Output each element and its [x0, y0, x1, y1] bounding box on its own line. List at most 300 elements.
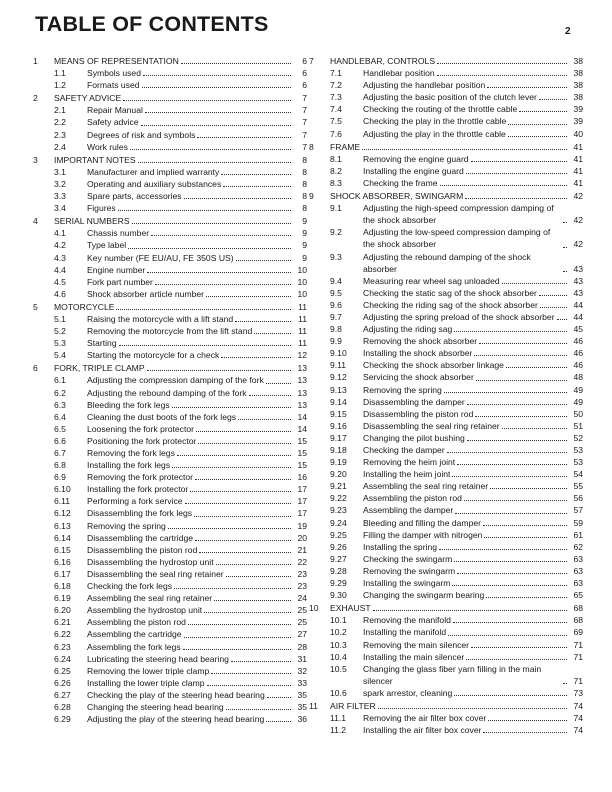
toc-entry-title: Adjusting the compression damping of the fork — [87, 375, 264, 386]
dot-leader — [488, 720, 567, 721]
toc-subsection-entry[interactable] — [33, 689, 307, 701]
dot-leader — [266, 383, 291, 384]
toc-entry-page: 38 — [573, 68, 583, 79]
toc-subsection-entry[interactable] — [33, 616, 307, 628]
toc-entry-number: 9.28 — [330, 565, 347, 576]
toc-entry-page: 43 — [573, 287, 583, 298]
toc-entry-page: 69 — [573, 627, 583, 638]
dot-leader — [214, 600, 291, 601]
toc-entry-title: spark arrestor, cleaning — [363, 687, 453, 698]
toc-subsection-entry[interactable] — [33, 568, 307, 580]
toc-entry-page: 53 — [573, 445, 583, 455]
toc-entry-title: Assembling the piston rod — [87, 617, 186, 628]
toc-subsection-entry[interactable] — [309, 663, 583, 687]
toc-entry-page: 13 — [297, 375, 307, 386]
toc-subsection-entry[interactable] — [33, 116, 307, 128]
toc-entry-number: 7.6 — [330, 128, 342, 139]
toc-subsection-entry[interactable] — [309, 541, 583, 553]
toc-subsection-entry[interactable] — [33, 227, 307, 239]
toc-subsection-entry[interactable] — [33, 399, 307, 411]
toc-subsection-entry[interactable] — [309, 359, 583, 371]
toc-section-entry[interactable] — [33, 92, 307, 104]
toc-entry-title: Disassembling the fork legs — [87, 508, 193, 519]
toc-subsection-entry[interactable] — [33, 374, 307, 386]
toc-subsection-entry[interactable] — [309, 468, 583, 480]
toc-entry-title: Starting the motorcycle for a check — [87, 350, 220, 361]
toc-entry-title: Removing the spring — [363, 384, 442, 395]
toc-subsection-entry[interactable] — [309, 492, 583, 504]
toc-entry-title: Assembling the seal ring retainer — [87, 593, 213, 604]
dot-leader — [465, 198, 567, 199]
toc-subsection-entry[interactable] — [33, 483, 307, 495]
toc-section-entry[interactable] — [309, 602, 583, 614]
dot-leader — [195, 540, 291, 541]
dot-leader — [196, 431, 291, 432]
toc-entry-page: 9 — [302, 216, 307, 227]
toc-subsection-entry[interactable] — [309, 311, 583, 323]
toc-entry-title: Adjusting the rebound damping of the shock absorber — [363, 251, 531, 274]
toc-entry-number: 3.4 — [54, 203, 66, 214]
toc-entry-page: 57 — [573, 505, 583, 516]
toc-entry-page: 41 — [573, 153, 583, 164]
toc-subsection-entry[interactable] — [309, 275, 583, 287]
dot-leader — [185, 503, 291, 504]
toc-subsection-entry[interactable] — [33, 677, 307, 689]
toc-subsection-entry[interactable] — [309, 115, 583, 127]
toc-subsection-entry[interactable] — [33, 665, 307, 677]
toc-entry-number: 6.23 — [54, 641, 71, 652]
toc-subsection-entry[interactable] — [309, 712, 583, 724]
dot-leader — [249, 395, 291, 396]
toc-entry-number: 3.3 — [54, 191, 66, 202]
dot-leader — [453, 622, 567, 623]
toc-entry-title: Raising the motorcycle with a lift stand — [87, 313, 234, 324]
toc-entry-title: Removing the engine guard — [363, 153, 469, 164]
toc-entry-title: Disassembling the piston rod — [363, 408, 474, 419]
dot-leader — [457, 573, 567, 574]
toc-entry-number: 7.4 — [330, 104, 342, 115]
toc-entry-number: 6.19 — [54, 593, 71, 604]
toc-entry-number: 6.8 — [54, 460, 66, 471]
toc-subsection-entry[interactable] — [309, 67, 583, 79]
toc-entry-page: 46 — [573, 336, 583, 347]
dot-leader — [563, 683, 567, 684]
toc-entry-page: 10 — [297, 288, 307, 299]
toc-entry-number: 6.5 — [54, 423, 66, 434]
toc-subsection-entry[interactable] — [33, 459, 307, 471]
dot-leader — [130, 149, 291, 150]
toc-subsection-entry[interactable] — [309, 529, 583, 541]
toc-entry-number: 9 — [309, 191, 314, 202]
toc-subsection-entry[interactable] — [309, 589, 583, 601]
toc-entry-number: 9.24 — [330, 517, 347, 528]
toc-subsection-entry[interactable] — [309, 287, 583, 299]
toc-entry-page: 36 — [297, 714, 307, 725]
toc-subsection-entry[interactable] — [33, 129, 307, 141]
toc-entry-page: 11 — [298, 326, 307, 337]
toc-section-entry[interactable] — [33, 362, 307, 374]
toc-entry-page: 15 — [297, 435, 307, 446]
dot-leader — [519, 111, 567, 112]
toc-section-entry[interactable] — [309, 141, 583, 153]
toc-subsection-entry[interactable] — [33, 313, 307, 325]
dot-leader — [172, 407, 291, 408]
toc-entry-title: MOTORCYCLE — [54, 301, 115, 312]
dot-leader — [188, 624, 291, 625]
toc-entry-number: 6.22 — [54, 629, 71, 640]
toc-entry-number: 6.11 — [54, 496, 71, 507]
toc-subsection-entry[interactable] — [33, 604, 307, 616]
toc-entry-number: 9.5 — [330, 287, 342, 298]
toc-entry-page: 38 — [573, 92, 583, 103]
dot-leader — [378, 708, 567, 709]
dot-leader — [490, 488, 567, 489]
toc-subsection-entry[interactable] — [33, 387, 307, 399]
toc-subsection-entry[interactable] — [33, 653, 307, 665]
toc-subsection-entry[interactable] — [33, 141, 307, 153]
toc-subsection-entry[interactable] — [309, 251, 583, 275]
dot-leader — [254, 333, 291, 334]
toc-subsection-entry[interactable] — [309, 384, 583, 396]
toc-entry-page: 13 — [297, 399, 307, 410]
toc-entry-page: 74 — [573, 713, 583, 724]
dot-leader — [184, 198, 291, 199]
toc-entry-page: 10 — [297, 276, 307, 287]
toc-entry-page: 43 — [573, 275, 583, 286]
toc-subsection-entry[interactable] — [309, 456, 583, 468]
toc-entry-number: 6.20 — [54, 605, 71, 616]
toc-subsection-entry[interactable] — [309, 408, 583, 420]
toc-subsection-entry[interactable] — [33, 79, 307, 91]
toc-subsection-entry[interactable] — [309, 577, 583, 589]
toc-entry-title: Measuring rear wheel sag unloaded — [363, 275, 500, 286]
dot-leader — [437, 63, 567, 64]
toc-subsection-entry[interactable] — [309, 91, 583, 103]
dot-leader — [181, 63, 291, 64]
toc-entry-page: 45 — [573, 324, 583, 335]
toc-entry-page: 6 — [302, 80, 307, 91]
toc-entry-title: Removing the manifold — [363, 615, 451, 626]
toc-subsection-entry[interactable] — [309, 553, 583, 565]
toc-subsection-entry[interactable] — [33, 337, 307, 349]
dot-leader — [484, 537, 567, 538]
toc-subsection-entry[interactable] — [309, 177, 583, 189]
toc-entry-number: 9.29 — [330, 578, 347, 589]
dot-leader — [155, 284, 291, 285]
toc-entry-title: Installing the air filter box cover — [363, 725, 482, 736]
toc-entry-title: Installing the lower triple clamp — [87, 677, 205, 688]
dot-leader — [454, 561, 567, 562]
toc-entry-title: Checking the play of the steering head bearing — [87, 689, 265, 700]
dot-leader — [183, 649, 291, 650]
toc-entry-title: Removing the heim joint — [363, 457, 456, 468]
toc-entry-title: Key number (FE EU/AU, FE 350S US) — [87, 252, 234, 263]
dot-leader — [539, 99, 567, 100]
toc-entry-number: 9.18 — [330, 445, 347, 455]
toc-subsection-entry[interactable] — [33, 713, 307, 725]
toc-entry-number: 10 — [309, 603, 319, 614]
toc-subsection-entry[interactable] — [309, 165, 583, 177]
toc-subsection-entry[interactable] — [33, 592, 307, 604]
toc-subsection-entry[interactable] — [33, 544, 307, 556]
dot-leader — [132, 223, 291, 224]
toc-entry-number: 2.4 — [54, 141, 66, 152]
toc-subsection-entry[interactable] — [309, 153, 583, 165]
toc-entry-title: Filling the damper with nitrogen — [363, 529, 483, 540]
toc-subsection-entry[interactable] — [33, 104, 307, 116]
dot-leader — [467, 404, 567, 405]
toc-entry-title: Assembling the seal ring retainer — [363, 481, 489, 492]
toc-subsection-entry[interactable] — [309, 323, 583, 335]
toc-entry-title: Operating and auxiliary substances — [87, 178, 222, 189]
dot-leader — [119, 345, 291, 346]
dot-leader — [197, 137, 291, 138]
toc-subsection-entry[interactable] — [33, 532, 307, 544]
toc-entry-title: Removing the air filter box cover — [363, 713, 487, 724]
toc-entry-page: 23 — [297, 568, 307, 579]
toc-subsection-entry[interactable] — [309, 371, 583, 383]
toc-subsection-entry[interactable] — [33, 67, 307, 79]
toc-subsection-entry[interactable] — [309, 79, 583, 91]
toc-subsection-entry[interactable] — [33, 349, 307, 361]
toc-subsection-entry[interactable] — [309, 444, 583, 456]
toc-entry-page: 41 — [573, 177, 583, 188]
dot-leader — [439, 549, 567, 550]
dot-leader — [207, 685, 291, 686]
toc-subsection-entry[interactable] — [33, 580, 307, 592]
toc-entry-number: 4.1 — [54, 228, 66, 239]
toc-entry-number: 4.2 — [54, 240, 66, 251]
toc-entry-number: 2.2 — [54, 117, 66, 128]
toc-subsection-entry[interactable] — [33, 325, 307, 337]
dot-leader — [476, 380, 567, 381]
toc-entry-title: Removing the motorcycle from the lift stand — [87, 326, 253, 337]
toc-entry-page: 14 — [297, 411, 307, 422]
dot-leader — [479, 343, 567, 344]
toc-entry-number: 6.2 — [54, 387, 66, 398]
toc-subsection-entry[interactable] — [33, 178, 307, 190]
toc-entry-page: 33 — [297, 677, 307, 688]
toc-entry-title: Disassembling the piston rod — [87, 544, 198, 555]
toc-entry-title: Adjusting the riding sag — [363, 324, 453, 335]
toc-subsection-entry[interactable] — [309, 420, 583, 432]
toc-subsection-entry[interactable] — [33, 239, 307, 251]
toc-entry-page: 74 — [573, 700, 583, 711]
toc-entry-title: Disassembling the seal ring retainer — [87, 568, 224, 579]
toc-entry-page: 51 — [573, 420, 583, 431]
toc-entry-number: 5.4 — [54, 350, 66, 361]
toc-entry-title: Installing the swingarm — [363, 578, 451, 589]
toc-section-entry[interactable] — [33, 154, 307, 166]
toc-entry-page: 73 — [573, 687, 583, 698]
toc-subsection-entry[interactable] — [309, 687, 583, 699]
toc-subsection-entry[interactable] — [309, 651, 583, 663]
toc-subsection-entry[interactable] — [33, 166, 307, 178]
dot-leader — [557, 319, 567, 320]
toc-subsection-entry[interactable] — [33, 520, 307, 532]
dot-leader — [116, 309, 291, 310]
dot-leader — [502, 283, 567, 284]
toc-subsection-entry[interactable] — [33, 190, 307, 202]
toc-entry-title: Removing the fork protector — [87, 472, 194, 483]
toc-entry-page: 9 — [302, 228, 307, 239]
toc-entry-title: Assembling the damper — [363, 505, 454, 516]
dot-leader — [464, 500, 567, 501]
toc-subsection-entry[interactable] — [33, 556, 307, 568]
toc-subsection-entry[interactable] — [33, 288, 307, 300]
dot-leader — [177, 455, 291, 456]
toc-subsection-entry[interactable] — [309, 299, 583, 311]
dot-leader — [466, 173, 567, 174]
dot-leader — [216, 564, 291, 565]
toc-subsection-entry[interactable] — [33, 252, 307, 264]
toc-entry-number: 5.3 — [54, 338, 66, 349]
toc-entry-page: 7 — [302, 117, 307, 128]
toc-entry-page: 41 — [573, 165, 583, 176]
toc-subsection-entry[interactable] — [33, 507, 307, 519]
toc-subsection-entry[interactable] — [33, 264, 307, 276]
toc-entry-number: 3 — [33, 154, 38, 165]
toc-subsection-entry[interactable] — [309, 347, 583, 359]
toc-subsection-entry[interactable] — [33, 447, 307, 459]
toc-entry-page: 15 — [297, 448, 307, 458]
dot-leader — [452, 476, 567, 477]
dot-leader — [168, 528, 291, 529]
toc-entry-number: 2.1 — [54, 105, 66, 116]
toc-entry-title: Disassembling the cartridge — [87, 532, 194, 543]
toc-subsection-entry[interactable] — [309, 202, 583, 226]
toc-subsection-entry[interactable] — [33, 276, 307, 288]
toc-entry-title: Assembling the fork legs — [87, 641, 181, 652]
toc-entry-title: Bleeding the fork legs — [87, 399, 170, 410]
toc-subsection-entry[interactable] — [309, 226, 583, 250]
toc-subsection-entry[interactable] — [309, 565, 583, 577]
toc-entry-title: Installing the fork protector — [87, 484, 189, 495]
dot-leader — [206, 296, 291, 297]
toc-entry-number: 7.1 — [330, 68, 342, 79]
dot-leader — [172, 467, 291, 468]
toc-subsection-entry[interactable] — [33, 435, 307, 447]
toc-entry-title: Loosening the fork protector — [87, 423, 195, 434]
toc-entry-title: Handlebar position — [363, 68, 435, 79]
toc-entry-number: 9.12 — [330, 372, 347, 383]
toc-entry-number: 5.2 — [54, 326, 66, 337]
toc-entry-number: 1.1 — [54, 68, 66, 79]
toc-section-entry[interactable] — [33, 55, 307, 67]
toc-entry-title: IMPORTANT NOTES — [54, 154, 136, 165]
toc-entry-page: 42 — [573, 215, 583, 226]
dot-leader — [236, 260, 291, 261]
toc-subsection-entry[interactable] — [309, 432, 583, 444]
toc-entry-title: Checking the play in the throttle cable — [363, 116, 507, 127]
toc-section-entry[interactable] — [309, 700, 583, 712]
dot-leader — [231, 661, 291, 662]
toc-section-entry[interactable] — [33, 301, 307, 313]
toc-subsection-entry[interactable] — [309, 335, 583, 347]
dot-leader — [266, 721, 291, 722]
toc-section-entry[interactable] — [33, 215, 307, 227]
toc-entry-number: 10.5 — [330, 663, 347, 674]
toc-entry-number: 9.30 — [330, 590, 347, 601]
toc-entry-title: Degrees of risk and symbols — [87, 129, 196, 140]
toc-entry-page: 25 — [297, 617, 307, 628]
toc-entry-number: 10.6 — [330, 687, 347, 698]
toc-entry-number: 10.3 — [330, 639, 347, 650]
toc-entry-number: 10.2 — [330, 627, 347, 638]
toc-subsection-entry[interactable] — [33, 641, 307, 653]
dot-leader — [198, 443, 291, 444]
toc-subsection-entry[interactable] — [33, 471, 307, 483]
toc-subsection-entry[interactable] — [309, 724, 583, 736]
toc-entry-number: 6.16 — [54, 556, 71, 567]
toc-entry-page: 14 — [297, 423, 307, 434]
toc-entry-title: SERIAL NUMBERS — [54, 216, 130, 227]
toc-entry-title: Safety advice — [87, 117, 139, 128]
toc-entry-title: Type label — [87, 240, 127, 251]
toc-entry-number: 6.21 — [54, 617, 71, 628]
toc-subsection-entry[interactable] — [309, 103, 583, 115]
dot-leader — [474, 355, 567, 356]
toc-entry-title: EXHAUST — [330, 603, 371, 614]
toc-subsection-entry[interactable] — [309, 480, 583, 492]
toc-subsection-entry[interactable] — [33, 202, 307, 214]
toc-subsection-entry[interactable] — [33, 423, 307, 435]
toc-entry-number: 7.5 — [330, 116, 342, 127]
toc-subsection-entry[interactable] — [33, 411, 307, 423]
toc-entry-page: 71 — [573, 639, 583, 650]
toc-subsection-entry[interactable] — [33, 628, 307, 640]
toc-subsection-entry[interactable] — [309, 128, 583, 140]
toc-entry-title: Removing the shock absorber — [363, 336, 478, 347]
toc-subsection-entry[interactable] — [309, 396, 583, 408]
page-number: 2 — [565, 26, 571, 37]
dot-leader — [147, 272, 291, 273]
dot-leader — [221, 357, 291, 358]
dot-leader — [194, 516, 291, 517]
toc-section-entry[interactable] — [309, 190, 583, 202]
dot-leader — [147, 370, 291, 371]
toc-entry-title: Checking the shock absorber linkage — [363, 360, 504, 371]
toc-entry-page: 7 — [302, 129, 307, 140]
dot-leader — [362, 149, 567, 150]
toc-entry-title: Symbols used — [87, 68, 141, 79]
toc-subsection-entry[interactable] — [309, 639, 583, 651]
toc-entry-title: Adjusting the play of the steering head bearing — [87, 714, 265, 725]
dot-leader — [540, 307, 567, 308]
toc-entry-page: 43 — [573, 263, 583, 274]
toc-subsection-entry[interactable] — [309, 614, 583, 626]
toc-entry-page: 46 — [573, 348, 583, 359]
toc-entry-page: 59 — [573, 517, 583, 528]
toc-entry-number: 9.2 — [330, 227, 342, 238]
toc-subsection-entry[interactable] — [309, 504, 583, 516]
toc-entry-number: 9.9 — [330, 336, 342, 347]
toc-subsection-entry[interactable] — [33, 495, 307, 507]
toc-subsection-entry[interactable] — [309, 626, 583, 638]
toc-entry-page: 35 — [297, 689, 307, 700]
toc-entry-number: 6.25 — [54, 665, 71, 676]
toc-entry-title: Removing the fork legs — [87, 448, 175, 458]
toc-subsection-entry[interactable] — [33, 701, 307, 713]
toc-subsection-entry[interactable] — [309, 517, 583, 529]
dot-leader — [502, 428, 567, 429]
toc-entry-number: 6.3 — [54, 399, 66, 410]
dot-leader — [195, 479, 291, 480]
toc-section-entry[interactable] — [309, 55, 583, 67]
toc-entry-page: 15 — [297, 460, 307, 471]
dot-leader — [471, 647, 567, 648]
toc-entry-number: 6.24 — [54, 653, 71, 664]
